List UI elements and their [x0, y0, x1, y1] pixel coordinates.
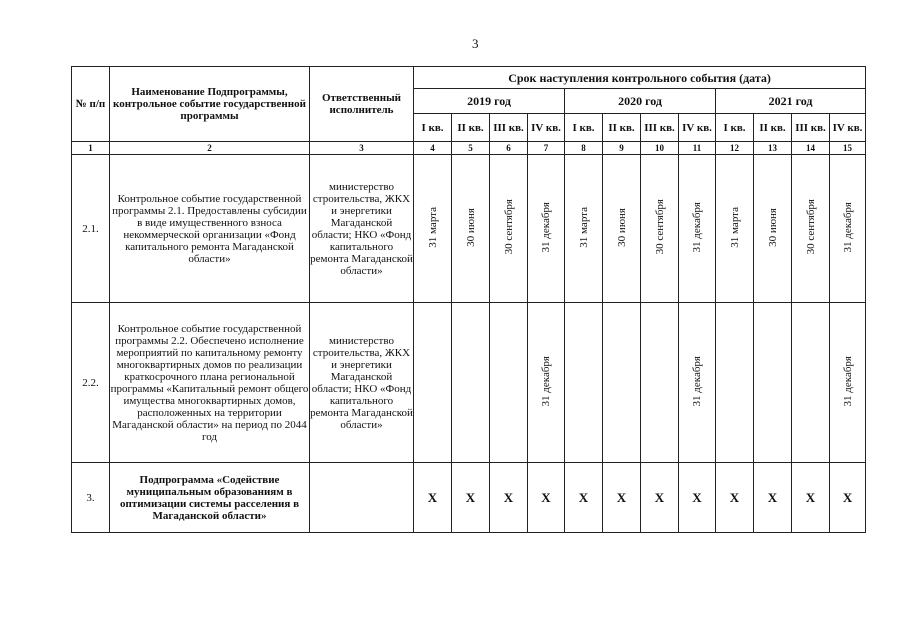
quarter-cell: IV кв.	[528, 114, 565, 142]
date-text: 30 июня	[615, 207, 628, 247]
column-number: 5	[452, 142, 490, 155]
date-cell	[679, 303, 716, 463]
column-number: 12	[716, 142, 754, 155]
date-text: 31 марта	[426, 206, 439, 248]
date-cell	[414, 155, 452, 303]
row-number: 2.2.	[72, 303, 110, 463]
date-cell	[716, 155, 754, 303]
x-mark: X	[452, 463, 490, 533]
table-row	[72, 463, 866, 533]
header-name: Наименование Подпрограммы, контрольное событие государственной программы	[110, 67, 310, 142]
date-cell	[754, 155, 792, 303]
column-number: 15	[830, 142, 866, 155]
date-cell	[792, 303, 830, 463]
year-2019: 2019 год	[414, 89, 565, 114]
quarter-cell: II кв.	[452, 114, 490, 142]
date-text: 31 декабря	[691, 355, 703, 407]
header-deadline: Срок наступления контрольного события (дата)	[414, 67, 866, 89]
date-text: 31 марта	[728, 206, 741, 248]
quarter-cell: I кв.	[716, 114, 754, 142]
x-mark: X	[565, 463, 603, 533]
table-row	[72, 303, 866, 463]
quarter-cell: I кв.	[414, 114, 452, 142]
column-number: 8	[565, 142, 603, 155]
x-mark: X	[528, 463, 565, 533]
column-number: 11	[679, 142, 716, 155]
date-cell	[603, 155, 641, 303]
date-text: 31 декабря	[841, 355, 854, 407]
table-row	[72, 155, 866, 303]
quarter-cell: III кв.	[641, 114, 679, 142]
date-cell	[528, 303, 565, 463]
page-number: 3	[472, 36, 479, 51]
x-mark: X	[679, 463, 716, 533]
row-number: 3.	[72, 463, 110, 533]
column-number: 1	[72, 142, 110, 155]
date-text: 31 декабря	[540, 355, 552, 407]
date-text: 31 декабря	[841, 201, 854, 253]
date-cell	[565, 155, 603, 303]
column-number: 14	[792, 142, 830, 155]
date-text: 30 сентября	[502, 199, 515, 255]
header-responsible: Ответственный исполнитель	[310, 67, 414, 142]
year-2020: 2020 год	[565, 89, 716, 114]
x-mark: X	[603, 463, 641, 533]
quarter-cell: I кв.	[565, 114, 603, 142]
responsible-executor	[310, 463, 414, 533]
x-mark: X	[716, 463, 754, 533]
date-cell	[603, 303, 641, 463]
column-number: 3	[310, 142, 414, 155]
date-cell	[754, 303, 792, 463]
header-num: № п/п	[72, 67, 110, 142]
column-number: 2	[110, 142, 310, 155]
x-mark: X	[754, 463, 792, 533]
x-mark: X	[414, 463, 452, 533]
responsible-executor: министерство строительства, ЖКХ и энергетики Магаданской области; НКО «Фонд капитального ремонта Магаданской области»	[310, 303, 414, 463]
quarter-cell: IV кв.	[679, 114, 716, 142]
column-number: 6	[490, 142, 528, 155]
date-cell	[716, 303, 754, 463]
quarter-cell: II кв.	[754, 114, 792, 142]
date-cell	[830, 303, 866, 463]
row-number: 2.1.	[72, 155, 110, 303]
date-cell	[565, 303, 603, 463]
subprogram-name: Подпрограмма «Содействие муниципальным образованиям в оптимизации системы расселения в Магаданской области»	[110, 463, 310, 533]
x-mark: X	[490, 463, 528, 533]
date-cell	[452, 303, 490, 463]
column-number: 7	[528, 142, 565, 155]
quarter-cell: III кв.	[792, 114, 830, 142]
date-text: 30 сентября	[653, 199, 666, 255]
date-text: 31 марта	[577, 206, 590, 248]
column-number: 4	[414, 142, 452, 155]
date-text: 31 декабря	[691, 201, 703, 253]
x-mark: X	[792, 463, 830, 533]
column-number: 13	[754, 142, 792, 155]
date-cell	[830, 155, 866, 303]
date-cell	[641, 303, 679, 463]
date-cell	[792, 155, 830, 303]
date-cell	[490, 303, 528, 463]
date-cell	[641, 155, 679, 303]
date-cell	[490, 155, 528, 303]
control-events-table	[71, 66, 866, 533]
x-mark: X	[641, 463, 679, 533]
date-text: 30 сентября	[804, 199, 817, 255]
quarter-cell: II кв.	[603, 114, 641, 142]
date-cell	[528, 155, 565, 303]
date-text: 30 июня	[766, 207, 779, 247]
event-name: Контрольное событие государственной программы 2.1. Предоставлены субсидии в виде имущественного взноса некоммерческой организации «Фонд капитального ремонта Магаданской области»	[110, 155, 310, 303]
responsible-executor: министерство строительства, ЖКХ и энергетики Магаданской области; НКО «Фонд капитального ремонта Магаданской области»	[310, 155, 414, 303]
year-2021: 2021 год	[716, 89, 866, 114]
column-number: 10	[641, 142, 679, 155]
quarter-cell: III кв.	[490, 114, 528, 142]
column-number: 9	[603, 142, 641, 155]
date-cell	[414, 303, 452, 463]
date-text: 30 июня	[464, 207, 477, 247]
quarter-cell: IV кв.	[830, 114, 866, 142]
date-text: 31 декабря	[540, 201, 552, 253]
event-name: Контрольное событие государственной программы 2.2. Обеспечено исполнение мероприятий по капитальному ремонту многоквартирных домов по реализации краткосрочного плана региональной программы «Капитальный ремонт общего имущества многоквартирных домов, расположенных на территории Магаданской области» на период по 2044 год	[110, 303, 310, 463]
date-cell	[452, 155, 490, 303]
x-mark: X	[830, 463, 866, 533]
date-cell	[679, 155, 716, 303]
